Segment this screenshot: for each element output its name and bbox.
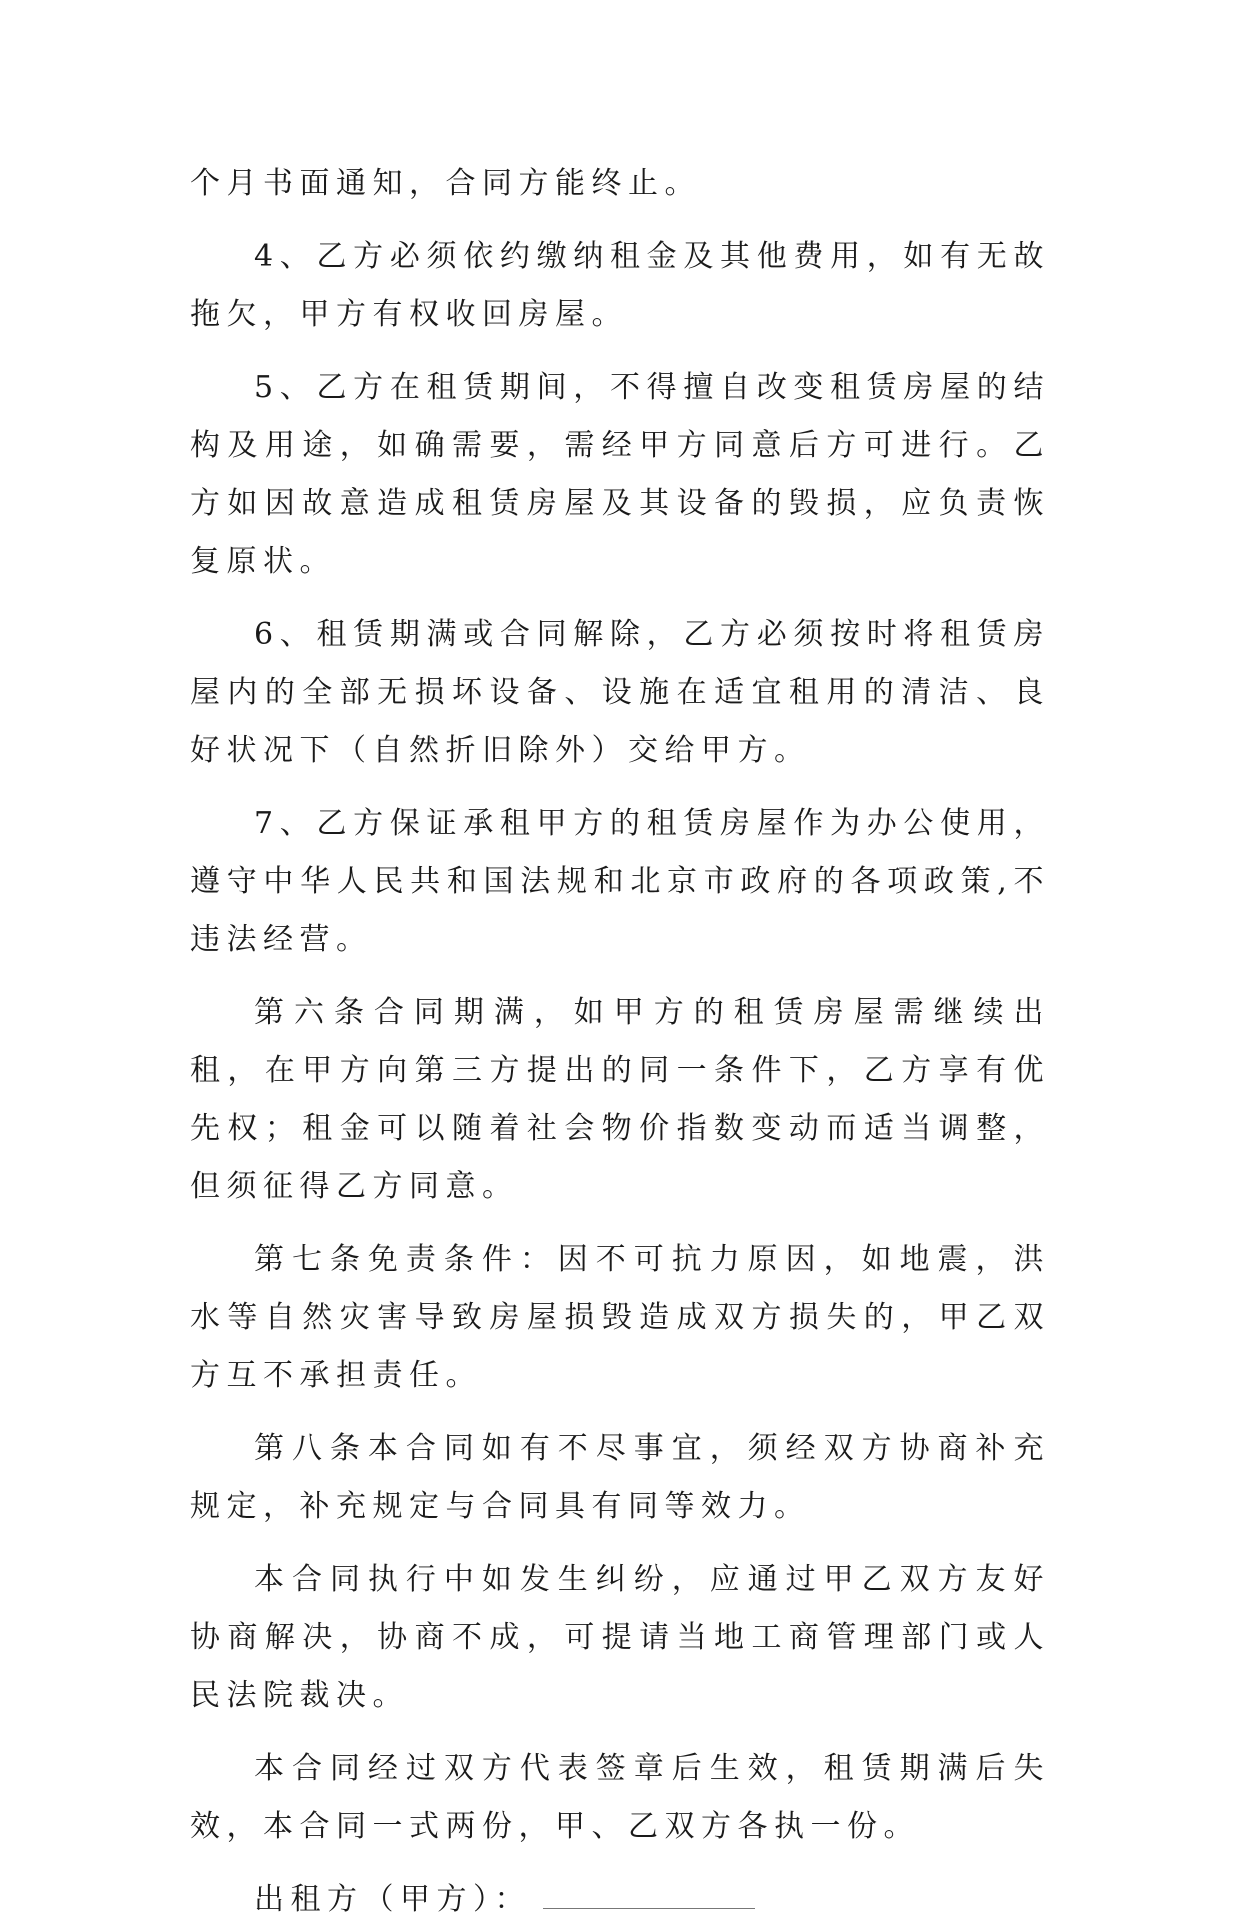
paragraph-article-8: 第八条本合同如有不尽事宜，须经双方协商补充规定，补充规定与合同具有同等效力。 (190, 1431, 1050, 1524)
paragraph-clause-5: 5、乙方在租赁期间，不得擅自改变租赁房屋的结构及用途，如确需要，需经甲方同意后方可进行。乙方如因故意造成租赁房屋及其设备的毁损，应负责恢复原状。 (190, 370, 1050, 579)
paragraph-dispute-resolution: 本合同执行中如发生纠纷，应通过甲乙双方友好协商解决，协商不成，可提请当地工商管理部门或人民法院裁决。 (190, 1562, 1050, 1713)
lessor-label: 出租方（甲方）： (254, 1882, 531, 1917)
paragraph-termination-notice: 个月书面通知，合同方能终止。 (190, 166, 701, 201)
lessor-signature-blank (543, 1880, 755, 1909)
lessor-signature-line (190, 1871, 1050, 1929)
paragraph-effectiveness: 本合同经过双方代表签章后生效，租赁期满后失效，本合同一式两份，甲、乙双方各执一份。 (190, 1751, 1050, 1844)
paragraph-article-7: 第七条免责条件：因不可抗力原因，如地震，洪水等自然灾害导致房屋损毁造成双方损失的，甲乙双方互不承担责任。 (190, 1242, 1050, 1393)
paragraph-clause-6: 6、租赁期满或合同解除，乙方必须按时将租赁房屋内的全部无损坏设备、设施在适宜租用的清洁、良好状况下（自然折旧除外）交给甲方。 (190, 617, 1050, 768)
paragraph-article-6: 第六条合同期满，如甲方的租赁房屋需继续出租，在甲方向第三方提出的同一条件下，乙方享有优先权；租金可以随着社会物价指数变动而适当调整，但须征得乙方同意。 (190, 995, 1050, 1204)
contract-body (190, 155, 1050, 1929)
paragraph-clause-4: 4、乙方必须依约缴纳租金及其他费用，如有无故拖欠，甲方有权收回房屋。 (190, 239, 1050, 332)
paragraph-clause-7: 7、乙方保证承租甲方的租赁房屋作为办公使用，遵守中华人民共和国法规和北京市政府的各项政策,不违法经营。 (190, 806, 1050, 957)
